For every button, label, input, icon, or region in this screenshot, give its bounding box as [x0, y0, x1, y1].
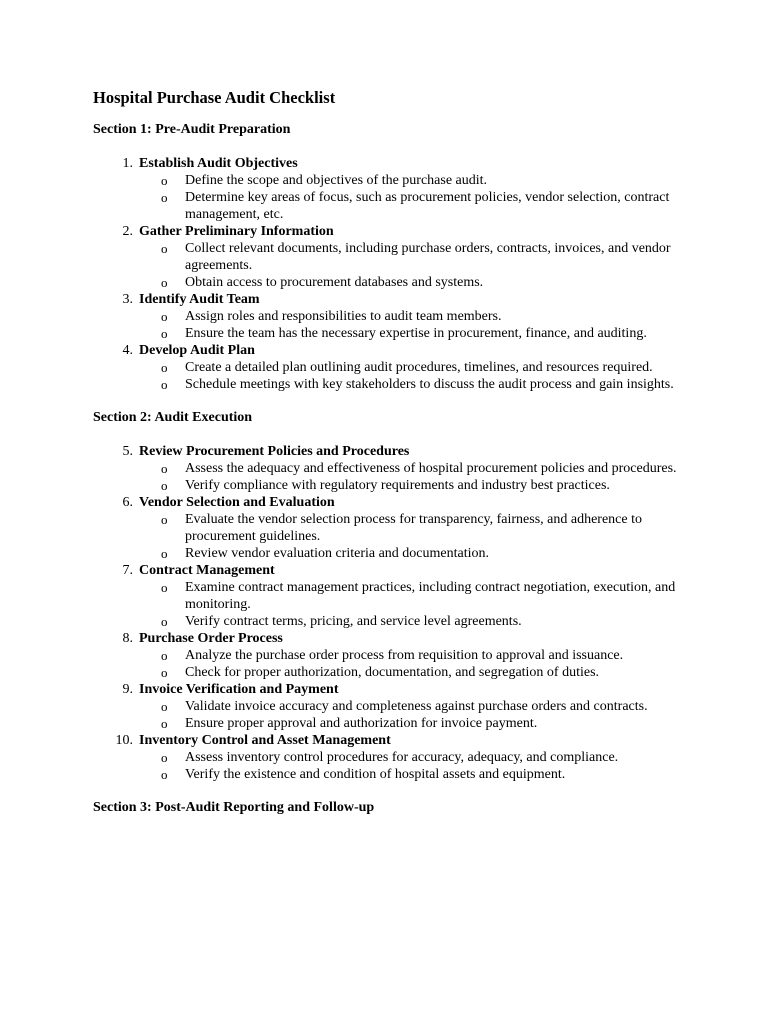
bullet-text: Assess inventory control procedures for accuracy, adequacy, and compliance.	[185, 750, 619, 765]
bullet-text: Ensure proper approval and authorization for invoice payment.	[185, 716, 538, 731]
item-number: 2.	[122, 224, 133, 239]
bullet-point	[139, 698, 693, 715]
item-bullets	[139, 359, 693, 393]
bullet-text: Schedule meetings with key stakeholders to discuss the audit process and gain insights.	[185, 377, 674, 392]
bullet-point	[139, 647, 693, 664]
bullet-circle-icon: o	[161, 716, 168, 731]
item-bullets	[139, 698, 693, 732]
bullet-text: Assess the adequacy and effectiveness of hospital procurement policies and procedures.	[185, 461, 677, 476]
bullet-circle-icon: o	[161, 173, 168, 188]
item-number: 9.	[122, 682, 133, 697]
item-bullets	[139, 308, 693, 342]
item-title: Identify Audit Team	[139, 292, 260, 307]
bullet-point	[139, 325, 693, 342]
item-number: 4.	[122, 343, 133, 358]
item-bullets	[139, 172, 693, 223]
bullet-point	[139, 359, 693, 376]
bullet-text: Assign roles and responsibilities to audit team members.	[185, 309, 502, 324]
item-bullets	[139, 579, 693, 630]
item-title: Review Procurement Policies and Procedures	[139, 444, 410, 459]
checklist-item	[93, 630, 693, 681]
bullet-text: Obtain access to procurement databases and systems.	[185, 275, 484, 290]
bullet-circle-icon: o	[161, 377, 168, 392]
bullet-circle-icon: o	[161, 580, 168, 595]
bullet-text: Analyze the purchase order process from requisition to approval and issuance.	[185, 648, 624, 663]
bullet-text: Review vendor evaluation criteria and documentation.	[185, 546, 490, 561]
bullet-point	[139, 240, 693, 274]
item-number: 8.	[122, 631, 133, 646]
bullet-point	[139, 613, 693, 630]
item-title: Establish Audit Objectives	[139, 156, 298, 171]
document-body	[93, 87, 693, 833]
checklist-item	[93, 155, 693, 223]
bullet-circle-icon: o	[161, 512, 168, 527]
bullet-circle-icon: o	[161, 665, 168, 680]
bullet-circle-icon: o	[161, 360, 168, 375]
checklist-item	[93, 443, 693, 494]
bullet-point	[139, 172, 693, 189]
bullet-circle-icon: o	[161, 699, 168, 714]
bullet-point	[139, 308, 693, 325]
bullet-point	[139, 477, 693, 494]
item-title: Vendor Selection and Evaluation	[139, 495, 335, 510]
item-bullets	[139, 460, 693, 494]
bullet-point	[139, 189, 693, 223]
bullet-point	[139, 664, 693, 681]
bullet-circle-icon: o	[161, 750, 168, 765]
bullet-circle-icon: o	[161, 546, 168, 561]
bullet-point	[139, 376, 693, 393]
bullet-circle-icon: o	[161, 478, 168, 493]
bullet-text: Validate invoice accuracy and completeness against purchase orders and contracts.	[185, 699, 648, 714]
item-title: Inventory Control and Asset Management	[139, 733, 391, 748]
bullet-point	[139, 511, 693, 545]
bullet-point	[139, 766, 693, 783]
item-title: Invoice Verification and Payment	[139, 682, 339, 697]
bullet-text: Collect relevant documents, including purchase orders, contracts, invoices, and vendor agreements.	[185, 241, 671, 273]
item-number: 3.	[122, 292, 133, 307]
bullet-text: Evaluate the vendor selection process for transparency, fairness, and adherence to procurement guidelines.	[185, 512, 643, 544]
checklist-item	[93, 732, 693, 783]
bullet-circle-icon: o	[161, 241, 168, 256]
item-title: Purchase Order Process	[139, 631, 283, 646]
section-1-heading: Section 1: Pre-Audit Preparation	[93, 122, 291, 137]
bullet-point	[139, 749, 693, 766]
item-number: 1.	[122, 156, 133, 171]
section-3-heading: Section 3: Post-Audit Reporting and Follow-up	[93, 800, 375, 815]
checklist-item	[93, 681, 693, 732]
checklist-item	[93, 342, 693, 393]
item-title: Gather Preliminary Information	[139, 224, 334, 239]
item-bullets	[139, 511, 693, 562]
item-number: 6.	[122, 495, 133, 510]
bullet-circle-icon: o	[161, 767, 168, 782]
bullet-text: Verify contract terms, pricing, and service level agreements.	[185, 614, 522, 629]
checklist-item	[93, 494, 693, 562]
item-number: 10.	[115, 733, 133, 748]
bullet-point	[139, 715, 693, 732]
bullet-circle-icon: o	[161, 309, 168, 324]
item-bullets	[139, 647, 693, 681]
bullet-point	[139, 460, 693, 477]
bullet-text: Verify the existence and condition of hospital assets and equipment.	[185, 767, 566, 782]
checklist-item	[93, 291, 693, 342]
bullet-circle-icon: o	[161, 614, 168, 629]
bullet-text: Create a detailed plan outlining audit procedures, timelines, and resources required.	[185, 360, 653, 375]
bullet-point	[139, 545, 693, 562]
bullet-text: Check for proper authorization, documentation, and segregation of duties.	[185, 665, 600, 680]
item-title: Contract Management	[139, 563, 275, 578]
item-number: 5.	[122, 444, 133, 459]
bullet-text: Verify compliance with regulatory requirements and industry best practices.	[185, 478, 610, 493]
item-bullets	[139, 240, 693, 291]
section-2-items	[93, 443, 693, 783]
bullet-circle-icon: o	[161, 461, 168, 476]
bullet-circle-icon: o	[161, 275, 168, 290]
checklist-item	[93, 562, 693, 630]
bullet-text: Define the scope and objectives of the purchase audit.	[185, 173, 488, 188]
bullet-point	[139, 579, 693, 613]
bullet-text: Determine key areas of focus, such as procurement policies, vendor selection, contract management, etc.	[185, 190, 670, 222]
item-bullets	[139, 749, 693, 783]
section-2-heading: Section 2: Audit Execution	[93, 410, 253, 425]
item-number: 7.	[122, 563, 133, 578]
bullet-circle-icon: o	[161, 648, 168, 663]
bullet-text: Ensure the team has the necessary expertise in procurement, finance, and auditing.	[185, 326, 647, 341]
bullet-point	[139, 274, 693, 291]
bullet-circle-icon: o	[161, 190, 168, 205]
item-title: Develop Audit Plan	[139, 343, 255, 358]
bullet-text: Examine contract management practices, including contract negotiation, execution, and monitoring.	[185, 580, 676, 612]
document-title: Hospital Purchase Audit Checklist	[93, 88, 336, 107]
checklist-item	[93, 223, 693, 291]
bullet-circle-icon: o	[161, 326, 168, 341]
section-1-items	[93, 155, 693, 393]
